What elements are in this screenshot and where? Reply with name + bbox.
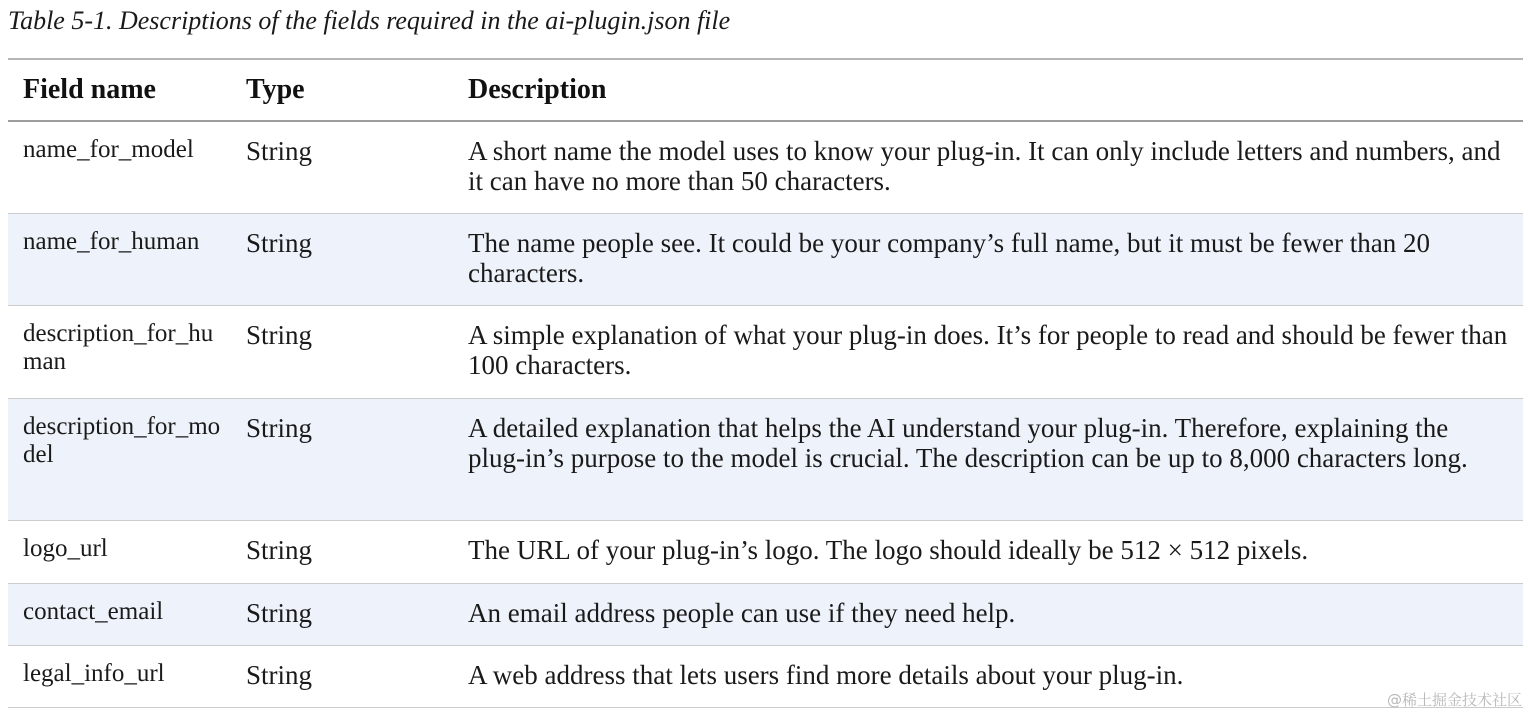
field-name-cell: name_for_human <box>23 227 200 255</box>
description-cell: A detailed explanation that helps the AI understand your plug-in. Therefore, explaining the plug-in’s purpose to the model is crucial. The description can be up to 8,000 characters long. <box>468 412 1468 473</box>
watermark: @稀土掘金技术社区 <box>1386 691 1522 709</box>
field-name-cell: logo_url <box>23 534 108 562</box>
type-cell: String <box>246 319 313 350</box>
header-field-name: Field name <box>23 74 156 105</box>
field-name-cell: description_for_human <box>23 319 214 375</box>
type-cell: String <box>246 227 313 258</box>
fields-table <box>8 58 1523 708</box>
type-cell: String <box>246 597 313 628</box>
type-cell: String <box>246 534 313 565</box>
description-cell: The name people see. It could be your company’s full name, but it must be fewer than 20 characters. <box>468 227 1430 288</box>
field-name-cell: legal_info_url <box>23 659 165 687</box>
description-cell: A simple explanation of what your plug-in does. It’s for people to read and should be fewer than 100 characters. <box>468 319 1508 380</box>
table-row <box>8 520 1523 583</box>
type-cell: String <box>246 659 313 690</box>
table-row <box>8 398 1523 520</box>
field-name-cell: contact_email <box>23 597 164 625</box>
header-description: Description <box>468 74 607 105</box>
table-body <box>8 121 1523 707</box>
description-cell: An email address people can use if they need help. <box>468 597 1016 628</box>
table-row <box>8 645 1523 707</box>
description-cell: A short name the model uses to know your plug-in. It can only include letters and numbers, and it can have no more than 50 characters. <box>468 136 1501 196</box>
table-row <box>8 305 1523 398</box>
table-row <box>8 213 1523 305</box>
table-caption: Table 5-1. Descriptions of the fields required in the ai-plugin.json file <box>8 6 731 35</box>
table-header <box>8 59 1523 121</box>
description-cell: The URL of your plug-in’s logo. The logo should ideally be 512 × 512 pixels. <box>468 534 1309 565</box>
description-cell: A web address that lets users find more details about your plug-in. <box>468 659 1184 690</box>
field-name-cell: description_for_model <box>23 412 221 468</box>
header-row <box>8 59 1523 121</box>
type-cell: String <box>246 136 313 166</box>
type-cell: String <box>246 412 313 443</box>
table-row <box>8 121 1523 213</box>
header-type: Type <box>246 74 305 105</box>
field-name-cell: name_for_model <box>23 136 194 163</box>
table-row <box>8 583 1523 645</box>
